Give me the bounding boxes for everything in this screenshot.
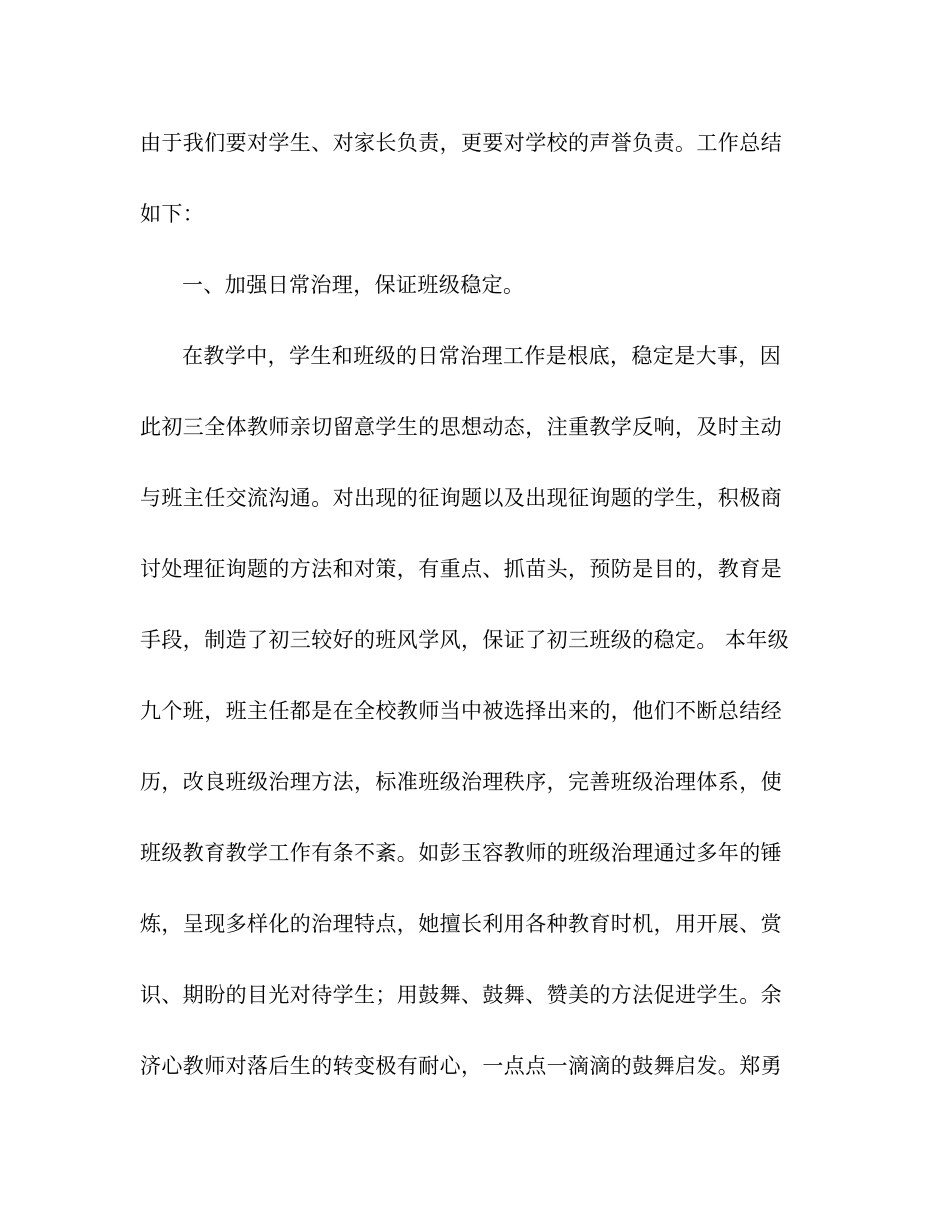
text-line: 由于我们要对学生、对家长负责，更要对学校的声誉负责。工作总结 — [140, 131, 782, 155]
text-line: 如下： — [140, 202, 205, 226]
text-line: 历，改良班级治理方法，标准班级治理秩序，完善班级治理体系，使 — [140, 770, 782, 794]
text-line: 讨处理征询题的方法和对策，有重点、抓苗头，预防是目的，教育是 — [140, 557, 782, 581]
text-line: 九个班，班主任都是在全校教师当中被选择出来的，他们不断总结经 — [140, 699, 782, 723]
text-line: 班级教育教学工作有条不紊。如彭玉容教师的班级治理通过多年的锤 — [140, 841, 782, 865]
document-body — [140, 108, 810, 1102]
text-line: 识、期盼的目光对待学生；用鼓舞、鼓舞、赞美的方法促进学生。余 — [140, 983, 782, 1007]
text-line: 济心教师对落后生的转变极有耐心，一点点一滴滴的鼓舞启发。郑勇 — [140, 1054, 782, 1078]
text-line: 与班主任交流沟通。对出现的征询题以及出现征询题的学生，积极商 — [140, 486, 782, 510]
text-line: 手段，制造了初三较好的班风学风，保证了初三班级的稳定。 本年级 — [140, 628, 790, 652]
text-line: 炼，呈现多样化的治理特点，她擅长利用各种教育时机，用开展、赏 — [140, 912, 782, 936]
paragraph-first-line: 在教学中，学生和班级的日常治理工作是根底，稳定是大事，因 — [182, 344, 782, 368]
text-line: 此初三全体教师亲切留意学生的思想动态，注重教学反响，及时主动 — [140, 415, 782, 439]
section-heading: 一、加强日常治理，保证班级稳定。 — [182, 273, 525, 297]
